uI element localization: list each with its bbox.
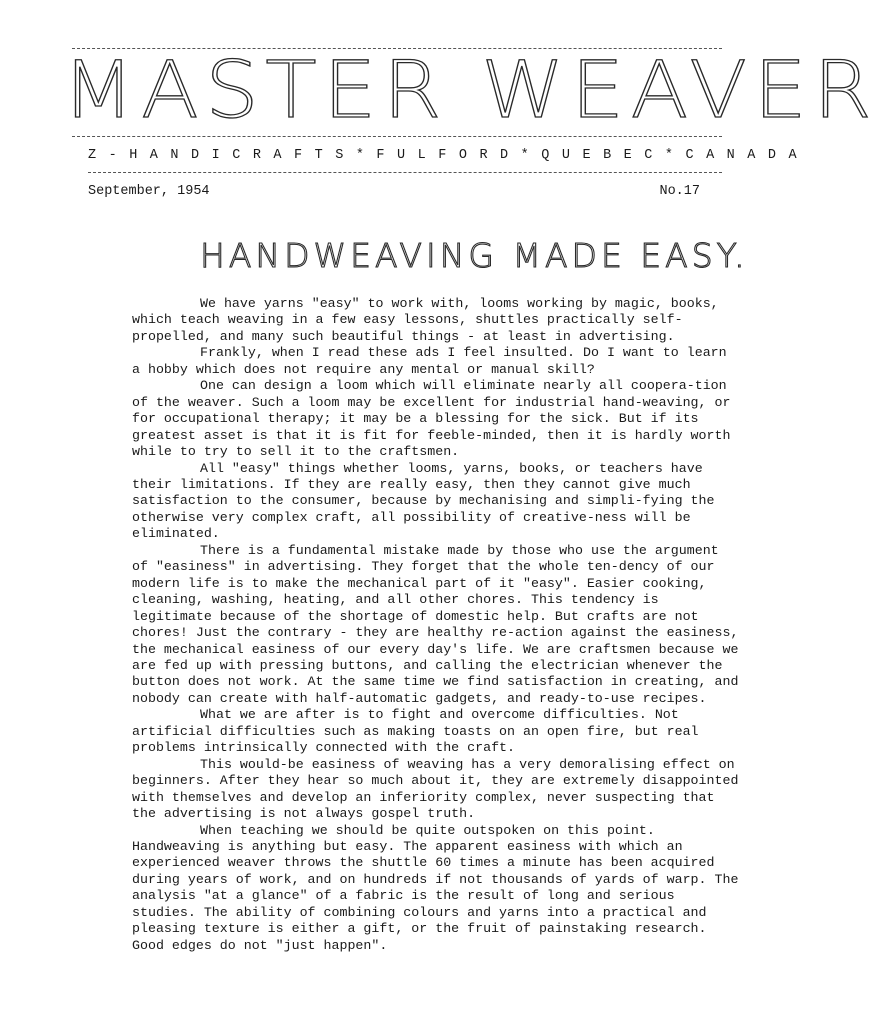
issue-date: September, 1954	[88, 184, 210, 199]
paragraph: One can design a loom which will eliminate nearly all coopera-tion of the weaver. Such a loom may be excellent for industrial hand-weaving, or for occupational therapy; it may be a blessing for the sick. But if its greatest asset is that it is fit for feeble-minded, then it is hardly worth while to try to sell it to the craftsmen.	[132, 378, 739, 460]
paragraph: There is a fundamental mistake made by those who use the argument of "easiness" in advertising. They forget that the whole ten-dency of our modern life is to make the mechanical part of it "easy". Easier cooking, cleaning, washing, heating, and all other chores. This tendency is legitimate because of the shortage of domestic help. But crafts are not chores! Just the contrary - they are healthy re-action against the easiness, the mechanical easiness of our every day's life. We are craftsmen because we are fed up with pressing buttons, and calling the electrician whenever the button does not work. At the same time we find satisfaction in creating, and nobody can create with half-automatic gadgets, and ready-to-use recipes.	[132, 542, 747, 706]
masthead-title: MASTER WEAVER	[62, 46, 878, 136]
article-headline: HANDWEAVING MADE EASY.	[200, 236, 749, 275]
issue-number: No.17	[659, 184, 700, 199]
paragraph: All "easy" things whether looms, yarns, books, or teachers have their limitations. If they are really easy, then they cannot give much satisfaction to the consumer, because by mechanising and simpli-fying the otherwise very complex craft, all possibility of creative-ness will be eliminated.	[132, 460, 723, 542]
paragraph: What we are after is to fight and overcome difficulties. Not artificial difficulties such as making toasts on an open fire, but real problems intrinsically connected with the craft.	[132, 707, 707, 756]
paragraph: When teaching we should be quite outspoken on this point. Handweaving is anything but easy. The apparent easiness with which an experienced weaver throws the shuttle 60 times a minute has been acquired during years of work, and on hundreds if not thousands of yards of warp. The analysis "at a glance" of a fabric is the result of long and serious studies. The ability of combining colours and yarns into a practical and pleasing texture is either a gift, or the fruit of painstaking research. Good edges do not "just happen".	[132, 822, 747, 953]
paragraph: We have yarns "easy" to work with, looms working by magic, books, which teach weaving in a few easy lessons, shuttles practically self-propelled, and many such beautiful things - at least in advertising.	[132, 296, 727, 344]
masthead-subtitle: Z - H A N D I C R A F T S * F U L F O R D * Q U E B E C * C A N A D A	[88, 148, 799, 163]
subtitle-rule	[88, 172, 722, 173]
paragraph: Frankly, when I read these ads I feel insulted. Do I want to learn a hobby which does not require any mental or manual skill?	[132, 345, 735, 377]
masthead-rule	[72, 136, 722, 137]
paragraph: This would-be easiness of weaving has a very demoralising effect on beginners. After they hear so much about it, they are extremely disappointed with themselves and develop an inferiority complex, never suspecting that the advertising is not always gospel truth.	[132, 756, 747, 822]
article-body	[132, 296, 747, 954]
